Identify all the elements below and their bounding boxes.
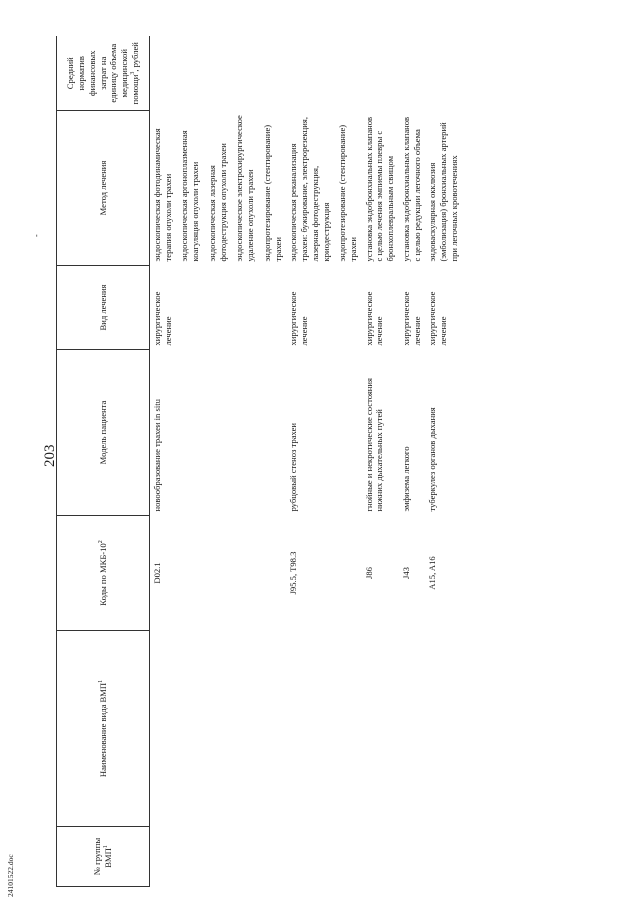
method-item: установка эндобронхиальных клапанов с целью редукции легочного объема — [400, 116, 422, 262]
tick-mark: - — [32, 234, 41, 237]
treatment-methods — [425, 111, 462, 266]
treatment-type: хирургическое лечение — [400, 291, 422, 346]
treatment-methods — [399, 111, 425, 266]
patient-model: рубцовый стеноз трахеи — [288, 422, 299, 512]
col-header-patient-model: Модель пациента — [57, 350, 150, 516]
method-item: эндопротезирование (стентирование) трахеи — [337, 124, 359, 262]
treatment-type: хирургическое лечение — [427, 291, 449, 346]
col-header-cost-norm: Средний норматив финансовых затрат на единицу объема медицинской помощи$^3$, рублей — [57, 37, 150, 111]
table-row — [286, 37, 361, 887]
treatment-type: хирургическое лечение — [288, 291, 310, 346]
vmp-table — [56, 37, 463, 888]
method-item: эндоскопическая фотодинамическая терапия опухоли трахеи — [152, 128, 173, 262]
method-item: эндопротезирование (стентирование) трахеи — [261, 124, 283, 262]
footer-doc-code: 24101522.doc — [6, 854, 15, 897]
patient-model: новообразование трахеи in situ — [152, 399, 162, 512]
method-item: установка эндобронхиальных клапанов с целью лечения эмпиемы плевры с бронхоплевральным свищом — [363, 116, 396, 262]
method-item: эндоскопическая лазерная фотодеструкция опухоли трахеи — [206, 143, 228, 262]
patient-model: эмфизема легкого — [400, 446, 411, 512]
col-header-icd-codes: Коды по МКБ-$10^2$ — [57, 516, 150, 631]
method-item: эндоскопическая реканализация трахеи: бужирование, электрорезекция, лазерная фотодеструкция, криодеструкция — [288, 117, 331, 262]
icd-code: J95.5, T98.3 — [288, 551, 299, 595]
col-header-treatment-method: Метод лечения — [57, 111, 150, 266]
patient-model: туберкулез органов дыхания — [427, 407, 438, 512]
table-row — [399, 37, 425, 887]
patient-model: гнойные и некротические состояния нижних дыхательных путей — [363, 378, 385, 512]
table-row — [362, 37, 399, 887]
treatment-methods — [286, 111, 361, 266]
page-number: 203 — [42, 444, 58, 467]
treatment-type: хирургическое лечение — [152, 291, 173, 346]
method-item: эндоскопическая аргоноплазменная коагуляция опухоли трахеи — [179, 130, 201, 262]
col-header-treatment-type: Вид лечения — [57, 266, 150, 350]
treatment-type: хирургическое лечение — [363, 291, 385, 346]
table-header-row — [57, 37, 150, 887]
icd-code: J43 — [400, 567, 411, 579]
icd-code: D02.1 — [152, 562, 162, 584]
table-row — [425, 37, 462, 887]
method-item: эндоваскулярная окклюзия (эмболизация) бронхиальных артерий при легочных кровотечениях — [427, 122, 459, 262]
icd-code: J86 — [363, 567, 374, 579]
col-header-vmp-name: Наименование вида ВМП$^1$ — [57, 631, 150, 827]
treatment-methods — [150, 111, 287, 266]
col-header-group-number: № группы ВМП$^1$ — [57, 827, 150, 887]
icd-code: A15, A16 — [427, 556, 438, 590]
method-item: эндоскопическое электрохирургическое удаление опухоли трахеи — [234, 115, 256, 262]
treatment-methods — [362, 111, 399, 266]
table-row — [150, 37, 287, 887]
